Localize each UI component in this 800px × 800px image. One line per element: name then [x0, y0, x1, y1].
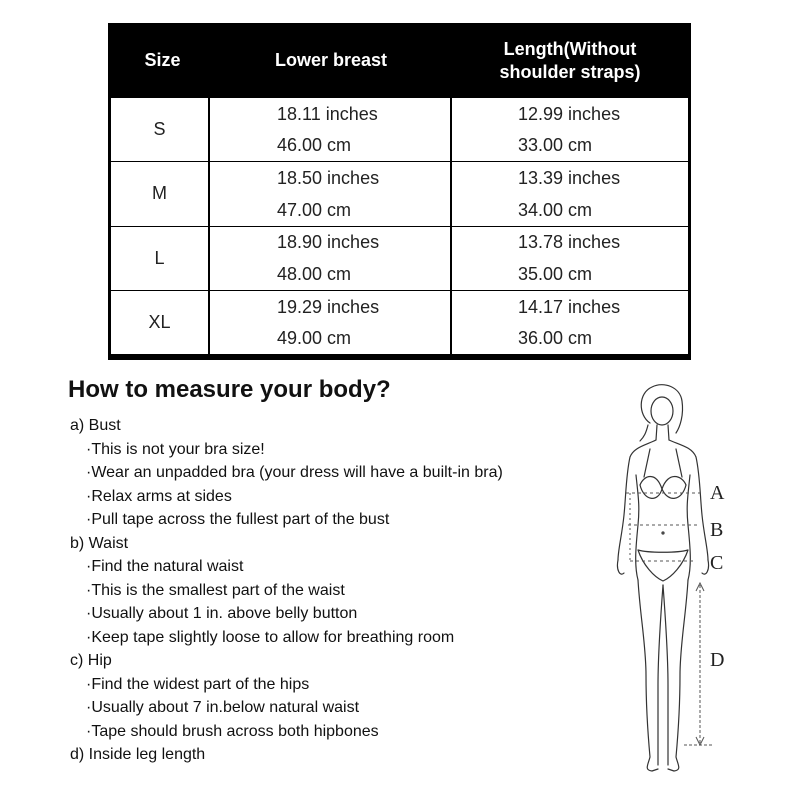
table-row	[111, 161, 688, 225]
section-waist-label: b) Waist	[70, 534, 129, 552]
lower-breast-cm: 46.00 cm	[277, 135, 352, 156]
measure-label-b: B	[710, 519, 724, 541]
length-inches: 12.99 inches	[518, 103, 621, 124]
measure-instructions	[70, 414, 590, 767]
lower-breast-inches: 18.90 inches	[277, 232, 380, 253]
list-item: ·Keep tape slightly loose to allow for breathing room	[86, 628, 455, 646]
list-item: ·This is not your bra size!	[86, 440, 265, 458]
table-header	[111, 23, 688, 98]
length-inches: 13.78 inches	[518, 232, 621, 253]
list-item: ·Wear an unpadded bra (your dress will have a built-in bra)	[86, 464, 503, 481]
length-cm: 36.00 cm	[518, 328, 593, 349]
section-bust-label: a) Bust	[70, 417, 121, 434]
list-item: ·Usually about 7 in.below natural waist	[86, 699, 360, 716]
length-cell	[452, 227, 688, 290]
body-measurement-figure	[588, 385, 748, 785]
length-cm: 34.00 cm	[518, 199, 593, 220]
lower-breast-cell	[210, 291, 452, 354]
length-inches: 14.17 inches	[518, 296, 621, 317]
list-item: ·Usually about 1 in. above belly button	[86, 605, 358, 622]
size-cell: XL	[111, 291, 210, 354]
header-size: Size	[144, 50, 181, 70]
lower-breast-cm: 47.00 cm	[277, 199, 352, 220]
length-cell	[452, 291, 688, 354]
how-to-measure-title: How to measure your body?	[68, 376, 391, 403]
lower-breast-cell	[210, 162, 452, 225]
size-cell: L	[111, 227, 210, 290]
measure-label-a: A	[710, 482, 725, 504]
lower-breast-inches: 18.11 inches	[277, 103, 378, 124]
lower-breast-cm: 48.00 cm	[277, 263, 352, 284]
list-item: ·Find the widest part of the hips	[86, 675, 310, 693]
header-lower-breast: Lower breast	[274, 50, 388, 70]
length-cell	[452, 162, 688, 225]
measure-label-d: D	[710, 649, 725, 671]
table-row	[111, 98, 688, 161]
lower-breast-inches: 18.50 inches	[277, 168, 380, 189]
lower-breast-cell	[210, 98, 452, 161]
table-body	[111, 98, 688, 354]
header-length-line1: Length(Without	[503, 38, 637, 59]
lower-breast-cm: 49.00 cm	[277, 328, 352, 349]
section-inside-leg-label: d) Inside leg length	[70, 746, 206, 763]
female-body-illustration	[588, 385, 748, 785]
length-cell	[452, 98, 688, 161]
size-chart-table	[108, 23, 691, 360]
size-cell: M	[111, 162, 210, 225]
section-hip-label: c) Hip	[70, 652, 112, 669]
list-item: ·Relax arms at sides	[86, 487, 232, 505]
measure-label-c: C	[710, 552, 724, 574]
header-length-line2: shoulder straps)	[499, 61, 641, 82]
lower-breast-inches: 19.29 inches	[277, 296, 380, 317]
list-item: ·Pull tape across the fullest part of the bust	[86, 511, 390, 528]
length-inches: 13.39 inches	[518, 168, 621, 189]
list-item: ·This is the smallest part of the waist	[86, 581, 345, 599]
list-item: ·Find the natural waist	[86, 558, 244, 575]
length-cm: 35.00 cm	[518, 263, 593, 284]
table-row	[111, 226, 688, 290]
header-length	[452, 38, 688, 84]
list-item: ·Tape should brush across both hipbones	[86, 722, 379, 740]
table-row	[111, 290, 688, 354]
lower-breast-cell	[210, 227, 452, 290]
size-cell: S	[111, 98, 210, 161]
length-cm: 33.00 cm	[518, 135, 593, 156]
